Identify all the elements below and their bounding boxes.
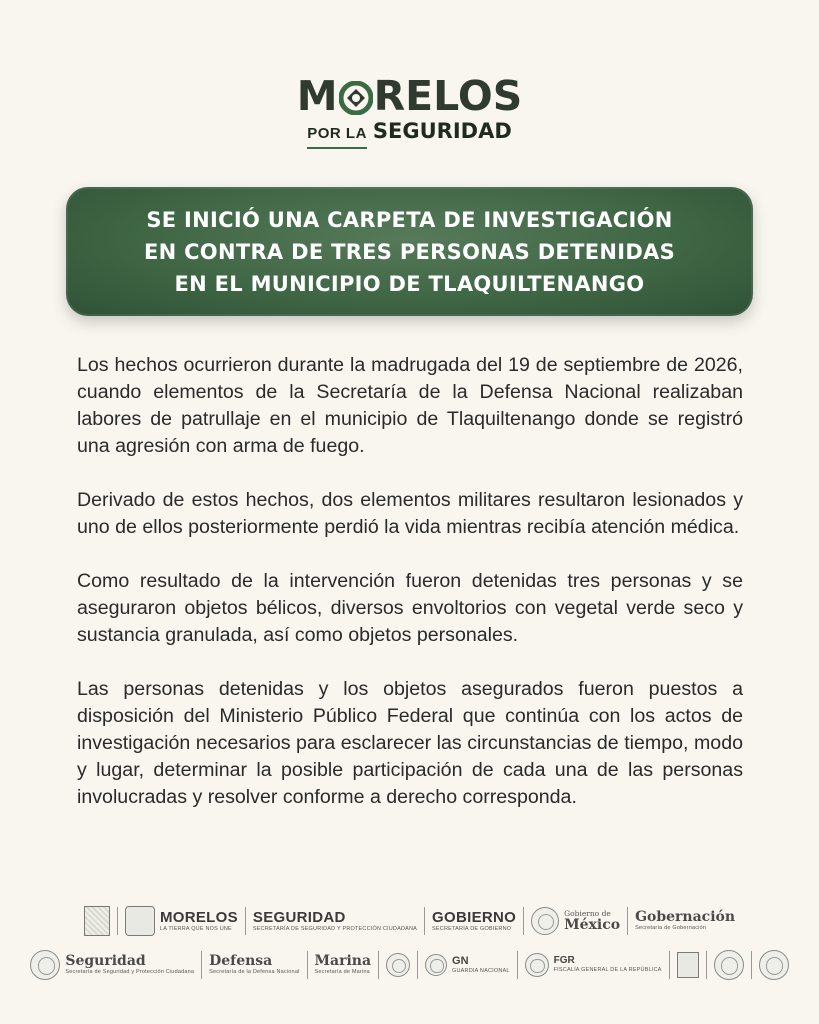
morelos-tagline: LA TIERRA QUE NOS UNE: [159, 925, 232, 932]
logo-letter-m: M: [296, 72, 338, 120]
divider: [523, 907, 524, 935]
logo-subtitle: [307, 118, 512, 149]
logo-sub-small: POR LA: [307, 121, 367, 149]
paragraph-4: Las personas detenidas y los objetos asegurados fueron puestos a disposición del Ministerio Público Federal que continúa con los actos de investigación necesarios para esclarecer las circunstancias de tiempo, modo y lugar, determinar la posible participación de cada una de las personas involucradas y resolver conforme a derecho corresponda.: [77, 678, 743, 808]
divider: [706, 951, 707, 979]
agency-seal-icon: [386, 953, 410, 977]
defensa-label: Defensa: [209, 953, 273, 970]
logo-sub-big: SEGURIDAD: [372, 119, 512, 143]
divider: [751, 951, 752, 979]
municipal-seal-icon: [759, 950, 789, 980]
marina-sub: Secretaría de Marina: [314, 969, 370, 976]
sspc-logo: [30, 950, 194, 980]
gobierno-logo: [432, 910, 516, 933]
seguridad-sub: SECRETARÍA DE SEGURIDAD Y PROTECCIÓN CIUDADANA: [252, 925, 418, 932]
morelos-logo: [125, 906, 238, 936]
divider: [627, 907, 628, 935]
seguridad-logo: [253, 910, 417, 933]
morelos-label: MORELOS: [159, 908, 238, 926]
paragraph-3: Como resultado de la intervención fueron detenidas tres personas y se aseguraron objetos bélicos, diversos envoltorios con vegetal verde seco y sustancia granulada, así como objetos personales.: [77, 570, 743, 646]
fgr-sub: FISCALÍA GENERAL DE LA REPÚBLICA: [553, 967, 662, 974]
defensa-logo: [209, 954, 299, 976]
paragraph-2: Derivado de estos hechos, dos elementos militares resultaron lesionados y uno de ellos posteriormente perdió la vida mientras recibía atención médica.: [77, 489, 743, 538]
footer-logos-row-1: [0, 903, 819, 939]
divider: [417, 951, 418, 979]
morelos-emblem-icon: [125, 906, 155, 936]
gn-label: GN: [452, 954, 469, 967]
sspc-seal-icon: [30, 950, 60, 980]
divider: [378, 951, 379, 979]
divider: [117, 907, 118, 935]
gobierno-label: GOBIERNO: [432, 908, 517, 926]
title-banner: [66, 187, 753, 316]
morelos-seguridad-logo: [0, 74, 819, 149]
fgr-logo: [525, 953, 662, 977]
article-body: [77, 352, 743, 838]
divider: [424, 907, 425, 935]
guardia-nacional-logo: [425, 954, 510, 976]
divider: [245, 907, 246, 935]
gobierno-de-mexico-logo: [531, 907, 620, 935]
target-icon: [339, 79, 373, 113]
gobernacion-label: Gobernación: [635, 909, 736, 926]
page-title: SE INICIÓ UNA CARPETA DE INVESTIGACIÓN EN CONTRA DE TRES PERSONAS DETENIDAS EN EL MUNICIPIO DE TLAQUILTENANGO: [143, 207, 676, 296]
divider: [201, 951, 202, 979]
marina-logo: [315, 954, 372, 976]
gob-mexico-big: México: [564, 916, 621, 933]
sspc-sub: Secretaría de Seguridad y Protección Ciudadana: [65, 969, 195, 976]
gobernacion-logo: [635, 910, 735, 932]
gobierno-sub: SECRETARÍA DE GOBIERNO: [432, 925, 512, 932]
agency-badge-icon: [677, 952, 699, 978]
mexico-seal-icon: [531, 907, 559, 935]
defensa-sub: Secretaría de la Defensa Nacional: [209, 969, 300, 976]
divider: [517, 951, 518, 979]
divider: [669, 951, 670, 979]
logo-word-rest: RELOS: [373, 72, 523, 120]
footer-logos-row-2: [0, 947, 819, 983]
fgr-seal-icon: [525, 953, 549, 977]
divider: [307, 951, 308, 979]
state-seal-icon: [714, 950, 744, 980]
gn-sub: GUARDIA NACIONAL: [452, 967, 510, 974]
logo-wordmark: [297, 74, 522, 118]
seguridad-label: SEGURIDAD: [252, 908, 346, 926]
marina-label: Marina: [314, 953, 372, 970]
state-coat-of-arms-icon: [84, 906, 110, 936]
gob-mexico-small: Gobierno de: [564, 909, 611, 919]
fgr-label: FGR: [553, 955, 575, 967]
gobernacion-sub: Secretaría de Gobernación: [635, 925, 707, 932]
sspc-label: Seguridad: [65, 953, 146, 970]
paragraph-1: Los hechos ocurrieron durante la madrugada del 19 de septiembre de 2026, cuando elementos de la Secretaría de la Defensa Nacional realizaban labores de patrullaje en el municipio de Tlaquiltenango donde se registró una agresión con arma de fuego.: [77, 354, 743, 457]
gn-seal-icon: [425, 954, 447, 976]
